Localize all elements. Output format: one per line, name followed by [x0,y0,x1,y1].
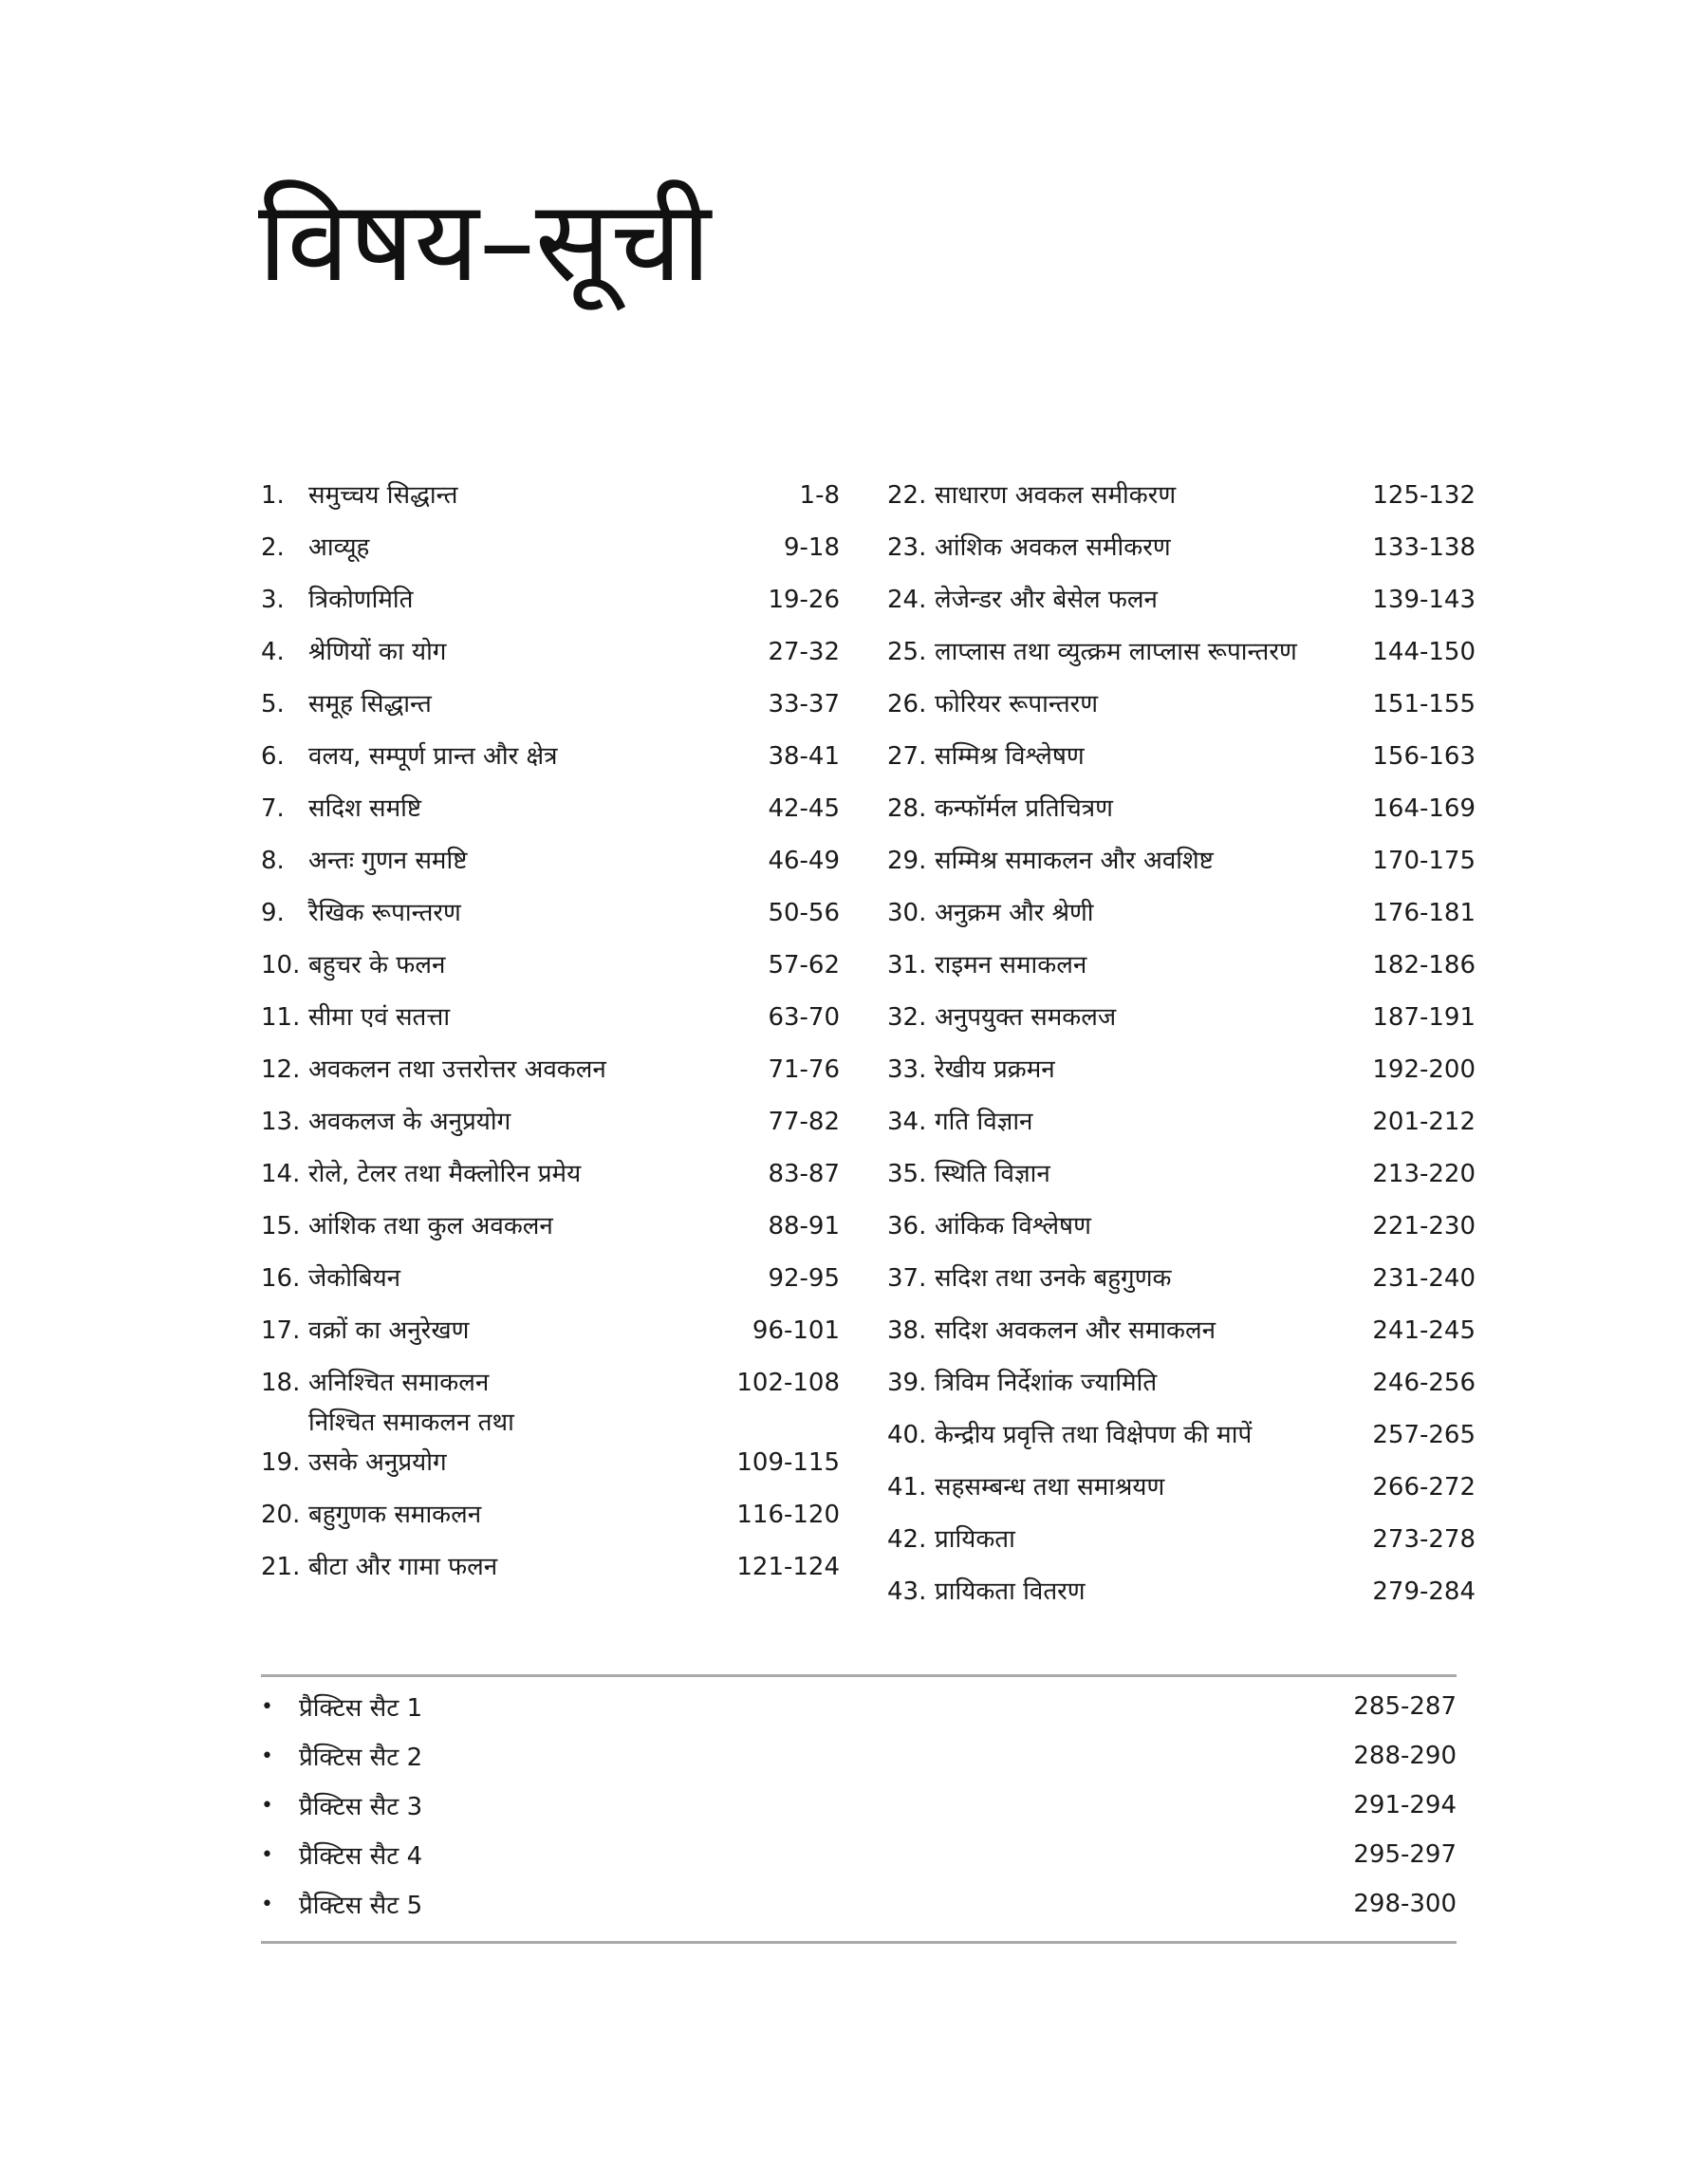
toc-entry-pages: 201-212 [1372,1108,1476,1136]
toc-entry-number: 36. [887,1212,927,1241]
toc-entry-pages: 1-8 [799,481,840,510]
toc-entry-title-wrap [935,580,1372,620]
toc-entry-title-wrap [308,1363,736,1403]
toc-entry-title-wrap [308,476,800,515]
practice-set-pages: 285-287 [1353,1692,1457,1721]
toc-entry-pages: 116-120 [736,1501,840,1529]
toc-entry-pages: 27-32 [768,638,840,666]
toc-entry-title: अनुपयुक्त समकलज [935,1003,1117,1032]
toc-entry-title: अन्तः गुणन समष्टि [308,847,468,875]
toc-entry-title: बीटा और गामा फलन [308,1553,498,1581]
toc-entry-pages: 50-56 [768,899,840,927]
toc-entry-pages: 77-82 [768,1108,840,1136]
toc-entry-pages: 192-200 [1372,1055,1476,1084]
practice-set-label: प्रैक्टिस सैट 4 [299,1842,423,1871]
toc-entry [261,515,840,568]
toc-entry-pages: 279-284 [1372,1577,1476,1606]
toc-entry-title: रोले, टेलर तथा मैक्लोरिन प्रमेय [308,1160,582,1188]
toc-entry-title: गति विज्ञान [935,1108,1033,1136]
toc-entry-title: फोरियर रूपान्तरण [935,690,1099,718]
toc-entry [887,1246,1476,1298]
toc-entry-title-wrap [308,1547,736,1587]
toc-entry [887,568,1476,620]
toc-entry-number: 20. [261,1501,301,1529]
toc-entry-title-wrap [308,632,768,672]
toc-entry-title: जेकोबियन [308,1264,401,1293]
toc-entry-pages: 257-265 [1372,1421,1476,1449]
toc-entry-title: बहुचर के फलन [308,951,446,980]
toc-entry [261,985,840,1037]
toc-entry-title: सदिश समष्टि [308,794,422,823]
toc-entry-title-wrap [935,1206,1372,1246]
toc-entry [261,933,840,985]
toc-entry-pages: 187-191 [1372,1003,1476,1032]
toc-entry-pages: 125-132 [1372,481,1476,510]
toc-entry-number: 14. [261,1160,301,1188]
divider-bottom [261,1941,1457,1944]
toc-entry-title-wrap [308,998,768,1037]
toc-entry-title-wrap [308,893,768,933]
toc-entry-title: राइमन समाकलन [935,951,1087,980]
toc-entry-number: 29. [887,847,927,875]
toc-entry-number: 16. [261,1264,301,1293]
toc-entry [887,1559,1476,1612]
toc-entry-title-wrap [935,1102,1372,1142]
toc-entry-number: 22. [887,481,927,510]
toc-entry [261,1351,840,1403]
toc-entry-title: अनुक्रम और श्रेणी [935,899,1094,927]
toc-entry-number: 17. [261,1316,301,1345]
toc-entry-title: समुच्चय सिद्धान्त [308,481,458,510]
toc-entry-title: बहुगुणक समाकलन [308,1501,482,1529]
toc-entry [887,1090,1476,1142]
toc-entry-pages: 151-155 [1372,690,1476,718]
toc-entry [261,620,840,672]
toc-entry-title-wrap [308,945,768,985]
toc-entry-pages: 156-163 [1372,742,1476,771]
toc-entry [261,1535,840,1587]
divider-top [261,1674,1457,1677]
toc-entry [261,1090,840,1142]
toc-entry-title-wrap [935,1363,1372,1403]
toc-entry-number: 4. [261,638,285,666]
toc-entry-title-wrap [308,789,768,829]
toc-entry [261,829,840,881]
bullet-icon: • [261,1744,273,1768]
toc-entry-number: 35. [887,1160,927,1188]
toc-entry-title-wrap [308,841,768,881]
toc-entry-number: 33. [887,1055,927,1084]
toc-entry-number: 31. [887,951,927,980]
toc-entry-number: 11. [261,1003,301,1032]
toc-entry-pages: 83-87 [768,1160,840,1188]
toc-entry [887,1037,1476,1090]
page-title: विषय–सूची [258,176,712,307]
toc-entry-number: 18. [261,1369,301,1397]
toc-entry-number: 23. [887,533,927,562]
toc-entry [261,568,840,620]
toc-entry [887,776,1476,829]
toc-entry [887,515,1476,568]
toc-entry-title: त्रिविम निर्देशांक ज्यामिति [935,1369,1158,1397]
toc-entry [261,724,840,776]
toc-entry-title-wrap [308,1154,768,1194]
bullet-icon: • [261,1842,273,1867]
toc-entry [887,1455,1476,1507]
toc-entry-number: 10. [261,951,301,980]
toc-entry-title-wrap [935,1572,1372,1612]
toc-entry-number: 1. [261,481,285,510]
toc-entry [887,463,1476,515]
toc-entry-title: लेजेन्डर और बेसेल फलन [935,586,1158,614]
toc-entry-title-wrap [308,1259,768,1298]
toc-entry-title: सदिश अवकलन और समाकलन [935,1316,1216,1345]
toc-entry [261,1246,840,1298]
toc-entry-number: 8. [261,847,285,875]
toc-entry-pages: 109-115 [736,1448,840,1477]
toc-entry-number: 13. [261,1108,301,1136]
toc-entry [887,1403,1476,1455]
toc-entry-title-wrap [935,528,1372,568]
toc-entry-title-wrap [935,789,1372,829]
toc-entry-title-wrap [308,737,768,776]
toc-entry-title-wrap [935,1154,1372,1194]
toc-entry-title: अवकलन तथा उत्तरोत्तर अवकलन [308,1055,606,1084]
practice-set-list [261,1682,1457,1929]
toc-entry-title-wrap [935,1520,1372,1559]
toc-entry-title: आंशिक तथा कुल अवकलन [308,1212,553,1241]
toc-entry-pages: 96-101 [752,1316,840,1345]
toc-entry-title-wrap [308,1495,736,1535]
toc-entry-number: 27. [887,742,927,771]
toc-entry [887,1142,1476,1194]
toc-entry-title: वक्रों का अनुरेखण [308,1316,470,1345]
practice-set-entry [261,1731,1457,1781]
toc-entry-pages: 176-181 [1372,899,1476,927]
toc-entry-pages: 88-91 [768,1212,840,1241]
toc-entry-number: 25. [887,638,927,666]
bullet-icon: • [261,1694,273,1719]
toc-entry-number: 21. [261,1553,301,1581]
toc-entry [261,1403,840,1483]
toc-entry-title-wrap [935,1311,1372,1351]
practice-set-pages: 288-290 [1353,1742,1457,1770]
toc-entry-number: 6. [261,742,285,771]
practice-set-pages: 291-294 [1353,1791,1457,1819]
toc-left-column [261,463,840,1587]
toc-entry-number: 9. [261,899,285,927]
toc-entry-pages: 182-186 [1372,951,1476,980]
toc-entry-title-wrap [308,1050,768,1090]
toc-entry-pages: 241-245 [1372,1316,1476,1345]
toc-entry-pages: 38-41 [768,742,840,771]
toc-entry-title-wrap [935,632,1372,672]
toc-entry-number: 38. [887,1316,927,1345]
toc-entry-pages: 139-143 [1372,586,1476,614]
bullet-icon: • [261,1892,273,1916]
toc-entry-pages: 221-230 [1372,1212,1476,1241]
toc-entry-title: त्रिकोणमिति [308,586,414,614]
toc-entry-title-wrap [308,1311,752,1351]
toc-entry-title: सम्मिश्र विश्लेषण [935,742,1085,771]
toc-entry-pages: 273-278 [1372,1525,1476,1554]
toc-entry-pages: 71-76 [768,1055,840,1084]
toc-entry [261,1483,840,1535]
toc-entry-pages: 46-49 [768,847,840,875]
toc-entry-number: 3. [261,586,285,614]
toc-entry-title-wrap [935,893,1372,933]
toc-entry-number: 12. [261,1055,301,1084]
bullet-icon: • [261,1793,273,1818]
toc-entry-title: सम्मिश्र समाकलन और अवशिष्ट [935,847,1214,875]
toc-entry [261,1037,840,1090]
toc-entry [887,933,1476,985]
toc-entry-title: अनिश्चित समाकलन [308,1369,490,1397]
toc-entry-pages: 170-175 [1372,847,1476,875]
toc-entry-pages: 33-37 [768,690,840,718]
toc-entry-title-wrap [935,841,1372,881]
toc-entry-title-wrap [935,998,1372,1037]
toc-entry-title-wrap [935,1259,1372,1298]
toc-entry-title: श्रेणियों का योग [308,638,447,666]
practice-set-label: प्रैक्टिस सैट 5 [299,1892,423,1920]
toc-entry-number: 37. [887,1264,927,1293]
toc-entry-title: अवकलज के अनुप्रयोग [308,1108,511,1136]
toc-entry-number: 30. [887,899,927,927]
toc-entry-pages: 57-62 [768,951,840,980]
toc-entry-title: लाप्लास तथा व्युत्क्रम लाप्लास रूपान्तरण [935,638,1297,666]
toc-entry-title-wrap [935,1415,1372,1455]
toc-entry [887,672,1476,724]
toc-entry-title-wrap [308,684,768,724]
toc-entry-number: 40. [887,1421,927,1449]
practice-set-entry [261,1879,1457,1929]
practice-set-pages: 298-300 [1353,1890,1457,1918]
toc-entry-pages: 102-108 [736,1369,840,1397]
toc-entry-pages: 164-169 [1372,794,1476,823]
toc-entry-number: 2. [261,533,285,562]
toc-entry [887,829,1476,881]
toc-entry-title-wrap [935,737,1372,776]
toc-entry-title-wrap [308,528,784,568]
toc-entry-number: 19. [261,1448,301,1477]
toc-entry [887,1194,1476,1246]
toc-entry-title: सहसम्बन्ध तथा समाश्रयण [935,1473,1165,1502]
toc-entry-pages: 63-70 [768,1003,840,1032]
toc-entry-title-continued: उसके अनुप्रयोग [308,1448,447,1477]
toc-entry-pages: 144-150 [1372,638,1476,666]
toc-entry-pages: 266-272 [1372,1473,1476,1502]
toc-entry [261,463,840,515]
toc-entry [261,1142,840,1194]
practice-set-entry [261,1682,1457,1731]
toc-entry-number: 34. [887,1108,927,1136]
toc-entry-number: 5. [261,690,285,718]
toc-entry [887,985,1476,1037]
toc-entry [887,1351,1476,1403]
practice-set-entry [261,1830,1457,1879]
toc-entry [261,1194,840,1246]
toc-entry-number: 42. [887,1525,927,1554]
toc-entry-title-wrap [308,1403,736,1483]
toc-entry-title-wrap [935,476,1372,515]
practice-set-label: प्रैक्टिस सैट 2 [299,1744,423,1772]
toc-entry-number: 15. [261,1212,301,1241]
toc-entry-number: 28. [887,794,927,823]
toc-entry-pages: 213-220 [1372,1160,1476,1188]
toc-entry-title-wrap [935,945,1372,985]
toc-entry-title: साधारण अवकल समीकरण [935,481,1177,510]
toc-entry-title: सीमा एवं सतत्ता [308,1003,451,1032]
toc-entry [261,881,840,933]
toc-entry [887,1298,1476,1351]
toc-entry [261,776,840,829]
toc-entry-title: समूह सिद्धान्त [308,690,432,718]
toc-entry-title-wrap [308,1206,768,1246]
toc-entry-title: आंकिक विश्लेषण [935,1212,1091,1241]
toc-entry-pages: 133-138 [1372,533,1476,562]
practice-set-pages: 295-297 [1353,1840,1457,1869]
toc-entry-number: 43. [887,1577,927,1606]
toc-entry-pages: 231-240 [1372,1264,1476,1293]
toc-entry-number: 26. [887,690,927,718]
practice-set-label: प्रैक्टिस सैट 3 [299,1793,423,1821]
toc-entry-title: रेखीय प्रक्रमन [935,1055,1055,1084]
toc-entry-title-wrap [308,580,768,620]
toc-entry [887,620,1476,672]
toc-entry-title: प्रायिकता [935,1525,1015,1554]
toc-entry-number: 7. [261,794,285,823]
toc-entry-title: कन्फॉर्मल प्रतिचित्रण [935,794,1113,823]
toc-entry-title: प्रायिकता वितरण [935,1577,1086,1606]
toc-entry-pages: 121-124 [736,1553,840,1581]
toc-entry-pages: 9-18 [783,533,840,562]
toc-entry-pages: 42-45 [768,794,840,823]
toc-entry-number: 41. [887,1473,927,1502]
toc-right-column [887,463,1476,1612]
toc-entry [261,672,840,724]
toc-entry-title-wrap [935,1467,1372,1507]
practice-set-entry [261,1781,1457,1830]
toc-entry [887,724,1476,776]
toc-entry-title-wrap [308,1102,768,1142]
toc-entry-pages: 92-95 [768,1264,840,1293]
toc-entry-pages: 246-256 [1372,1369,1476,1397]
toc-entry-title: स्थिति विज्ञान [935,1160,1050,1188]
toc-entry-title-wrap [935,684,1372,724]
toc-entry-title: केन्द्रीय प्रवृत्ति तथा विक्षेपण की मापें [935,1421,1253,1449]
toc-entry-title: निश्चित समाकलन तथा [308,1409,514,1437]
toc-entry-number: 32. [887,1003,927,1032]
toc-entry-title: सदिश तथा उनके बहुगुणक [935,1264,1172,1293]
toc-entry-title: आंशिक अवकल समीकरण [935,533,1171,562]
toc-entry [887,1507,1476,1559]
toc-entry-pages: 19-26 [768,586,840,614]
toc-entry-title-wrap [935,1050,1372,1090]
toc-entry [261,1298,840,1351]
toc-entry-title: वलय, सम्पूर्ण प्रान्त और क्षेत्र [308,742,558,771]
toc-entry-number: 39. [887,1369,927,1397]
toc-entry-number: 24. [887,586,927,614]
toc-entry-title: आव्यूह [308,533,370,562]
toc-entry [887,881,1476,933]
toc-entry-title: रैखिक रूपान्तरण [308,899,461,927]
practice-set-label: प्रैक्टिस सैट 1 [299,1694,423,1723]
